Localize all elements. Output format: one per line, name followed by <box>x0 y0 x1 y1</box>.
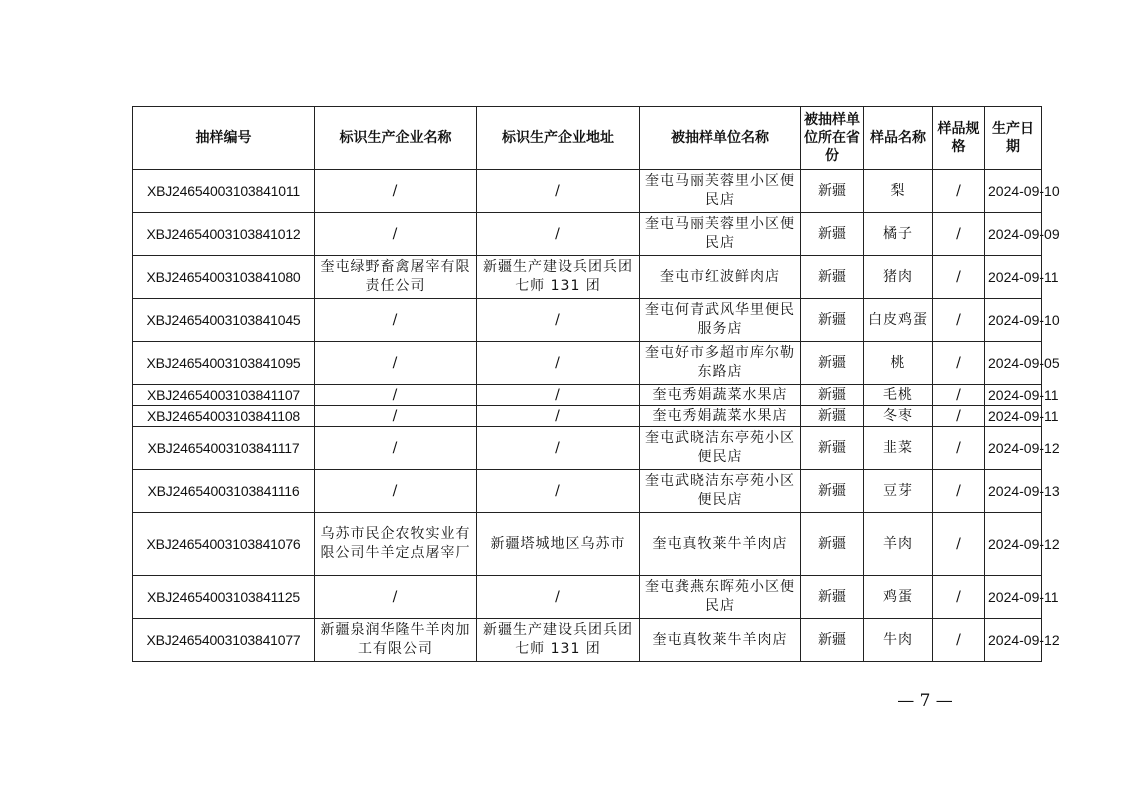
cell-sample-code: XBJ24654003103841011 <box>133 170 315 213</box>
cell-production-date: 2024-09-11 <box>985 385 1042 406</box>
cell-sampled-unit: 奎屯秀娟蔬菜水果店 <box>640 406 801 427</box>
cell-production-date: 2024-09-09 <box>985 213 1042 256</box>
cell-sample-code: XBJ24654003103841125 <box>133 576 315 619</box>
cell-spec: / <box>933 342 985 385</box>
cell-sample-name: 韭菜 <box>864 427 933 470</box>
cell-sampled-unit: 奎屯龚燕东晖苑小区便民店 <box>640 576 801 619</box>
header-province: 被抽样单位所在省份 <box>801 107 864 170</box>
cell-production-date: 2024-09-11 <box>985 256 1042 299</box>
cell-company-name: 奎屯绿野畜禽屠宰有限责任公司 <box>315 256 477 299</box>
cell-sample-name: 牛肉 <box>864 619 933 662</box>
cell-sample-code: XBJ24654003103841095 <box>133 342 315 385</box>
header-company-name: 标识生产企业名称 <box>315 107 477 170</box>
table-row <box>133 385 1042 406</box>
cell-production-date: 2024-09-10 <box>985 299 1042 342</box>
table-row <box>133 470 1042 513</box>
cell-sample-code: XBJ24654003103841108 <box>133 406 315 427</box>
cell-sample-code: XBJ24654003103841117 <box>133 427 315 470</box>
cell-company-address: / <box>477 213 640 256</box>
cell-sampled-unit: 奎屯真牧莱牛羊肉店 <box>640 619 801 662</box>
cell-province: 新疆 <box>801 342 864 385</box>
cell-company-address: / <box>477 427 640 470</box>
cell-sample-name: 梨 <box>864 170 933 213</box>
cell-sample-code: XBJ24654003103841076 <box>133 513 315 576</box>
cell-spec: / <box>933 470 985 513</box>
cell-production-date: 2024-09-05 <box>985 342 1042 385</box>
page-number: — 7 — <box>897 691 953 711</box>
cell-sample-name: 羊肉 <box>864 513 933 576</box>
table-row <box>133 406 1042 427</box>
cell-company-name: 乌苏市民企农牧实业有限公司牛羊定点屠宰厂 <box>315 513 477 576</box>
cell-sample-name: 猪肉 <box>864 256 933 299</box>
cell-company-address: / <box>477 385 640 406</box>
cell-sampled-unit: 奎屯何青武风华里便民服务店 <box>640 299 801 342</box>
cell-sample-name: 桃 <box>864 342 933 385</box>
cell-sampled-unit: 奎屯真牧莱牛羊肉店 <box>640 513 801 576</box>
table-header-row <box>133 107 1042 170</box>
cell-production-date: 2024-09-12 <box>985 513 1042 576</box>
cell-spec: / <box>933 619 985 662</box>
cell-company-name: / <box>315 213 477 256</box>
cell-province: 新疆 <box>801 470 864 513</box>
cell-province: 新疆 <box>801 576 864 619</box>
header-sample-name: 样品名称 <box>864 107 933 170</box>
cell-company-address: 新疆生产建设兵团兵团七师 131 团 <box>477 619 640 662</box>
cell-sample-name: 橘子 <box>864 213 933 256</box>
table-row <box>133 342 1042 385</box>
table-row <box>133 576 1042 619</box>
cell-company-name: / <box>315 385 477 406</box>
table-row <box>133 619 1042 662</box>
cell-company-address: / <box>477 576 640 619</box>
table-body <box>133 170 1060 662</box>
cell-production-date: 2024-09-12 <box>985 427 1042 470</box>
cell-production-date: 2024-09-10 <box>985 170 1042 213</box>
cell-province: 新疆 <box>801 213 864 256</box>
cell-company-address: / <box>477 170 640 213</box>
header-company-address: 标识生产企业地址 <box>477 107 640 170</box>
cell-production-date: 2024-09-12 <box>985 619 1042 662</box>
cell-company-name: / <box>315 406 477 427</box>
cell-province: 新疆 <box>801 427 864 470</box>
cell-company-address: / <box>477 406 640 427</box>
cell-company-address: / <box>477 299 640 342</box>
cell-sampled-unit: 奎屯马丽芙蓉里小区便民店 <box>640 213 801 256</box>
cell-company-name: / <box>315 170 477 213</box>
cell-production-date: 2024-09-13 <box>985 470 1042 513</box>
table-row <box>133 427 1042 470</box>
header-production-date: 生产日期 <box>985 107 1042 170</box>
cell-province: 新疆 <box>801 170 864 213</box>
cell-sample-name: 毛桃 <box>864 385 933 406</box>
cell-sampled-unit: 奎屯武晓洁东亭苑小区便民店 <box>640 427 801 470</box>
cell-company-name: / <box>315 470 477 513</box>
cell-company-address: 新疆生产建设兵团兵团七师 131 团 <box>477 256 640 299</box>
cell-province: 新疆 <box>801 299 864 342</box>
cell-sampled-unit: 奎屯秀娟蔬菜水果店 <box>640 385 801 406</box>
table-row <box>133 256 1042 299</box>
sampling-table <box>132 106 1060 662</box>
header-sampled-unit: 被抽样单位名称 <box>640 107 801 170</box>
table-row <box>133 513 1042 576</box>
cell-company-name: / <box>315 576 477 619</box>
cell-production-date: 2024-09-11 <box>985 406 1042 427</box>
cell-sampled-unit: 奎屯市红波鲜肉店 <box>640 256 801 299</box>
cell-spec: / <box>933 299 985 342</box>
cell-sample-name: 冬枣 <box>864 406 933 427</box>
cell-production-date: 2024-09-11 <box>985 576 1042 619</box>
cell-sampled-unit: 奎屯马丽芙蓉里小区便民店 <box>640 170 801 213</box>
cell-sample-code: XBJ24654003103841107 <box>133 385 315 406</box>
cell-company-name: / <box>315 299 477 342</box>
cell-sample-code: XBJ24654003103841116 <box>133 470 315 513</box>
cell-spec: / <box>933 576 985 619</box>
header-sample-code: 抽样编号 <box>133 107 315 170</box>
cell-spec: / <box>933 427 985 470</box>
cell-spec: / <box>933 170 985 213</box>
cell-sample-code: XBJ24654003103841080 <box>133 256 315 299</box>
cell-province: 新疆 <box>801 406 864 427</box>
cell-sample-code: XBJ24654003103841045 <box>133 299 315 342</box>
cell-spec: / <box>933 513 985 576</box>
cell-company-name: 新疆泉润华隆牛羊肉加工有限公司 <box>315 619 477 662</box>
table-row <box>133 299 1042 342</box>
cell-spec: / <box>933 406 985 427</box>
cell-company-name: / <box>315 342 477 385</box>
cell-company-address: / <box>477 342 640 385</box>
cell-spec: / <box>933 385 985 406</box>
cell-province: 新疆 <box>801 385 864 406</box>
cell-sampled-unit: 奎屯武晓洁东亭苑小区便民店 <box>640 470 801 513</box>
cell-province: 新疆 <box>801 513 864 576</box>
cell-sample-name: 白皮鸡蛋 <box>864 299 933 342</box>
header-spec: 样品规格 <box>933 107 985 170</box>
cell-province: 新疆 <box>801 619 864 662</box>
cell-sample-code: XBJ24654003103841077 <box>133 619 315 662</box>
cell-sample-name: 鸡蛋 <box>864 576 933 619</box>
cell-province: 新疆 <box>801 256 864 299</box>
table-row <box>133 213 1042 256</box>
cell-sampled-unit: 奎屯好市多超市库尔勒东路店 <box>640 342 801 385</box>
cell-company-address: / <box>477 470 640 513</box>
cell-sample-name: 豆芽 <box>864 470 933 513</box>
cell-spec: / <box>933 256 985 299</box>
table-row <box>133 170 1042 213</box>
cell-spec: / <box>933 213 985 256</box>
cell-sample-code: XBJ24654003103841012 <box>133 213 315 256</box>
cell-company-address: 新疆塔城地区乌苏市 <box>477 513 640 576</box>
cell-company-name: / <box>315 427 477 470</box>
